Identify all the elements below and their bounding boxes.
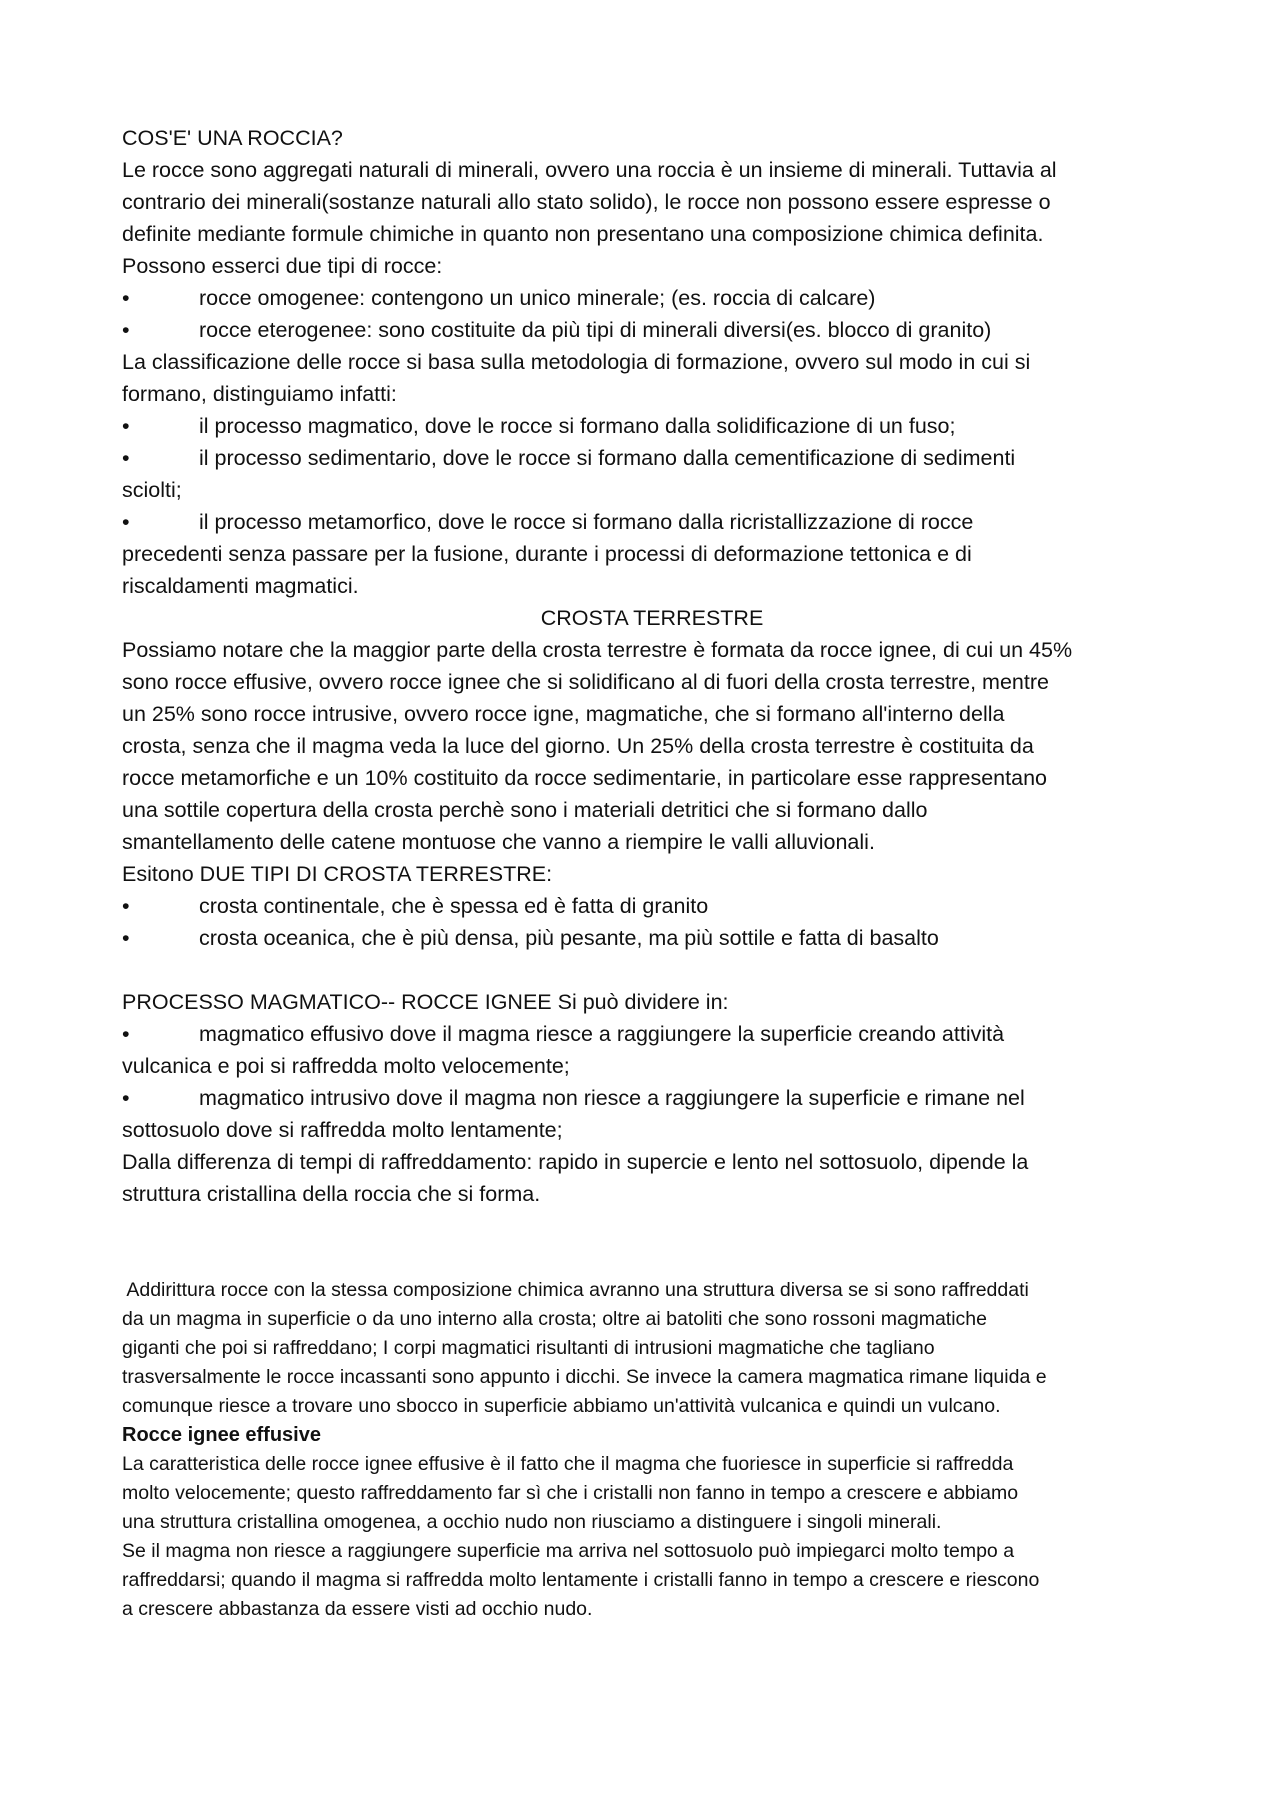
list-item-crosta-continentale (122, 890, 1182, 922)
section-title-magmatico: PROCESSO MAGMATICO-- ROCCE IGNEE Si può dividere in: (122, 990, 729, 1014)
bullet-icon: • (122, 1086, 130, 1110)
bullet-icon: • (122, 894, 130, 918)
crosta-line-6: una sottile copertura della crosta perchè sono i materiali detritici che si formano dallo (122, 798, 928, 822)
intro-line-4: Possono esserci due tipi di rocce: (122, 254, 443, 278)
spacer (122, 954, 1182, 986)
list-item-text: rocce eterogenee: sono costituite da più tipi di minerali diversi(es. blocco di granito) (199, 318, 992, 342)
intro-line-1: Le rocce sono aggregati naturali di minerali, ovvero una roccia è un insieme di minerali. Tuttavia al (122, 158, 1057, 182)
crosta-line-4: crosta, senza che il magma veda la luce del giorno. Un 25% della crosta terrestre è costituita da (122, 734, 1034, 758)
list-item-process-sedimentary (122, 442, 1182, 474)
list-item-effusivo (122, 1018, 1182, 1050)
list-item-continuation: vulcanica e poi si raffredda molto velocemente; (122, 1054, 570, 1078)
bullet-icon: • (122, 1022, 130, 1046)
bullet-icon: • (122, 510, 130, 534)
paragraph-line: comunque riesce a trovare uno sbocco in superficie abbiamo un'attività vulcanica e quindi un vulcano. (122, 1395, 1001, 1417)
list-item-text: crosta oceanica, che è più densa, più pesante, ma più sottile e fatta di basalto (199, 926, 939, 950)
list-item-text: magmatico intrusivo dove il magma non riesce a raggiungere la superficie e rimane nel (199, 1086, 1025, 1110)
paragraph-line: da un magma in superficie o da uno interno alla crosta; oltre ai batoliti che sono rossoni magmatiche (122, 1308, 987, 1330)
bullet-icon: • (122, 318, 130, 342)
paragraph-line: a crescere abbastanza da essere visti ad occhio nudo. (122, 1598, 593, 1620)
intro-line-2: contrario dei minerali(sostanze naturali allo stato solido), le rocce non possono essere espresse o (122, 190, 1051, 214)
classification-line-1: La classificazione delle rocce si basa sulla metodologia di formazione, ovvero sul modo in cui si (122, 350, 1031, 374)
list-item-text: magmatico effusivo dove il magma riesce a raggiungere la superficie creando attività (199, 1022, 1005, 1046)
bullet-icon: • (122, 926, 130, 950)
list-item-continuation: sottosuolo dove si raffredda molto lentamente; (122, 1118, 563, 1142)
paragraph-line: giganti che poi si raffreddano; I corpi magmatici risultanti di intrusioni magmatiche che tagliano (122, 1337, 935, 1359)
bullet-icon: • (122, 446, 130, 470)
spacer (122, 1210, 1182, 1276)
list-item-intrusivo (122, 1082, 1182, 1114)
closing-line-2: struttura cristallina della roccia che si forma. (122, 1182, 541, 1206)
intro-line-3: definite mediante formule chimiche in quanto non presentano una composizione chimica definita. (122, 222, 1044, 246)
list-item-continuation: precedenti senza passare per la fusione, durante i processi di deformazione tettonica e di (122, 542, 972, 566)
list-item-text: il processo metamorfico, dove le rocce si formano dalla ricristallizzazione di rocce (199, 510, 974, 534)
paragraph-line: raffreddarsi; quando il magma si raffredda molto lentamente i cristalli fanno in tempo a crescere e riescono (122, 1569, 1040, 1591)
paragraph-line: La caratteristica delle rocce ignee effusive è il fatto che il magma che fuoriesce in superficie si raffredda (122, 1453, 1014, 1475)
section-title-roccia: COS'E' UNA ROCCIA? (122, 126, 343, 150)
list-item-text: rocce omogenee: contengono un unico minerale; (es. roccia di calcare) (199, 286, 876, 310)
bullet-icon: • (122, 286, 130, 310)
list-item-text: il processo sedimentario, dove le rocce si formano dalla cementificazione di sedimenti (199, 446, 1016, 470)
list-item-rock-type-1 (122, 282, 1182, 314)
list-item-process-magmatic (122, 410, 1182, 442)
paragraph-line: Se il magma non riesce a raggiungere superficie ma arriva nel sottosuolo può impiegarci molto tempo a (122, 1540, 1015, 1562)
closing-line-1: Dalla differenza di tempi di raffreddamento: rapido in supercie e lento nel sottosuolo, dipende la (122, 1150, 1029, 1174)
section-title-crosta: CROSTA TERRESTRE (540, 606, 764, 630)
list-item-text: crosta continentale, che è spessa ed è fatta di granito (199, 894, 709, 918)
list-item-continuation: sciolti; (122, 478, 182, 502)
list-item-process-metamorphic (122, 506, 1182, 538)
document-page (122, 122, 1182, 1624)
crosta-line-3: un 25% sono rocce intrusive, ovvero rocce igne, magmatiche, che si formano all'interno della (122, 702, 1005, 726)
list-item-continuation: riscaldamenti magmatici. (122, 574, 359, 598)
paragraph-line: trasversalmente le rocce incassanti sono appunto i dicchi. Se invece la camera magmatica rimane liquida e (122, 1366, 1047, 1388)
crosta-line-8: Esitono DUE TIPI DI CROSTA TERRESTRE: (122, 862, 553, 886)
paragraph-line: una struttura cristallina omogenea, a occhio nudo non riusciamo a distinguere i singoli minerali. (122, 1511, 942, 1533)
crosta-line-7: smantellamento delle catene montuose che vanno a riempire le valli alluvionali. (122, 830, 875, 854)
classification-line-2: formano, distinguiamo infatti: (122, 382, 397, 406)
crosta-line-1: Possiamo notare che la maggior parte della crosta terrestre è formata da rocce ignee, di cui un 45% (122, 638, 1073, 662)
subheading-rocce-ignee-effusive: Rocce ignee effusive (122, 1424, 321, 1446)
bullet-icon: • (122, 414, 130, 438)
paragraph-line: Addirittura rocce con la stessa composizione chimica avranno una struttura diversa se si sono raffreddati (122, 1279, 1029, 1301)
crosta-line-2: sono rocce effusive, ovvero rocce ignee che si solidificano al di fuori della crosta terrestre, mentre (122, 670, 1049, 694)
list-item-text: il processo magmatico, dove le rocce si formano dalla solidificazione di un fuso; (199, 414, 956, 438)
crosta-line-5: rocce metamorfiche e un 10% costituito da rocce sedimentarie, in particolare esse rappresentano (122, 766, 1047, 790)
paragraph-line: molto velocemente; questo raffreddamento far sì che i cristalli non fanno in tempo a crescere e abbiamo (122, 1482, 1019, 1504)
list-item-crosta-oceanica (122, 922, 1182, 954)
list-item-rock-type-2 (122, 314, 1182, 346)
